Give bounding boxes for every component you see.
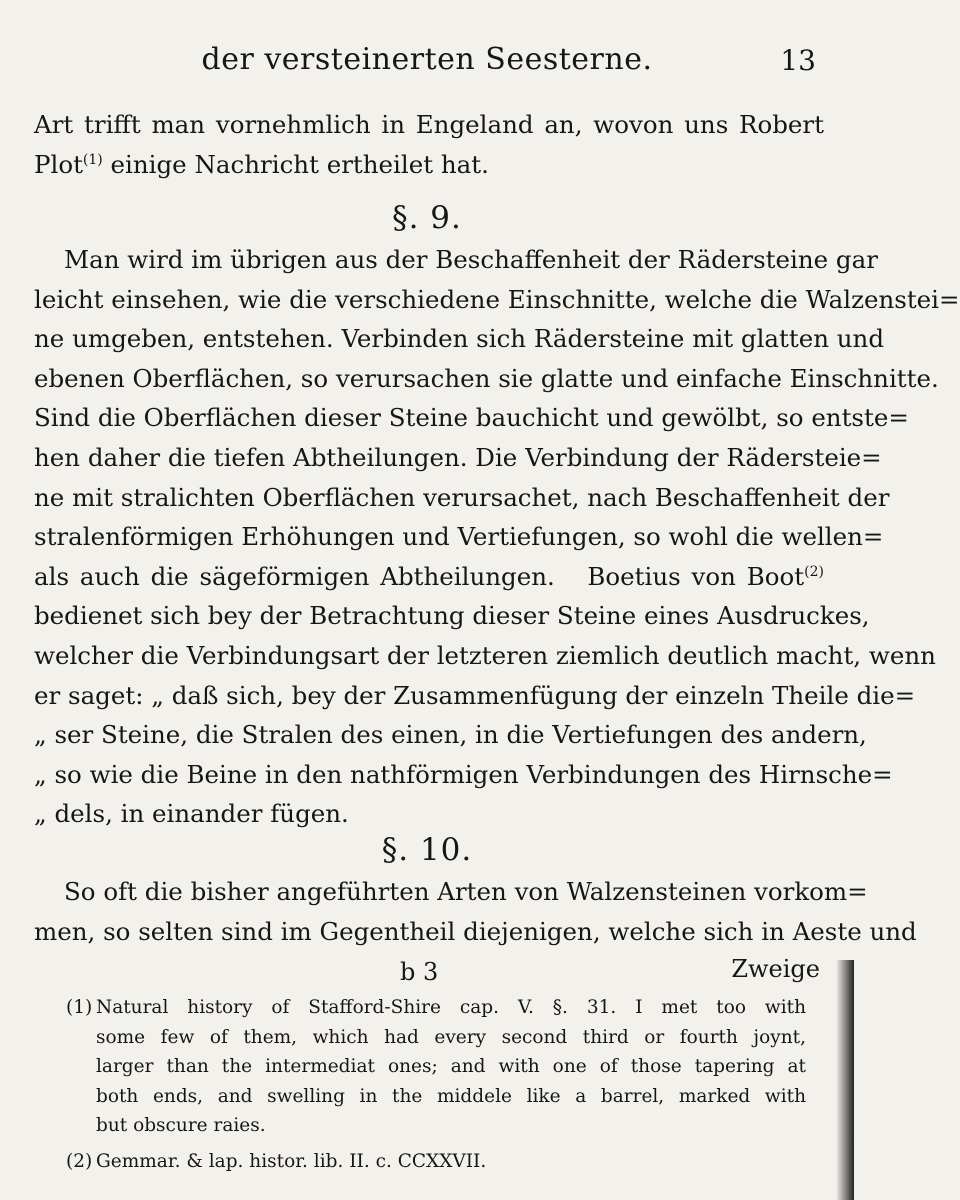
- text-line: [34, 145, 824, 185]
- author-name: Plot: [34, 149, 83, 179]
- footnote-reference: (1): [82, 151, 103, 168]
- text-line: men, so selten sind im Gegentheil diejenigen, welche sich in Aeste und: [34, 916, 917, 946]
- footnote-line: both ends, and swelling in the middele like a barrel, marked with: [96, 1085, 806, 1107]
- text-line: hen daher die tiefen Abtheilungen. Die Verbindung der Rädersteie=: [34, 442, 882, 472]
- intro-paragraph: [34, 105, 824, 184]
- text-line: [34, 557, 824, 597]
- footnote-line: some few of them, which had every second third or fourth joynt,: [96, 1026, 806, 1048]
- section-heading-9: §. 9.: [392, 200, 462, 236]
- running-title: der versteinerten Seesterne.: [201, 42, 653, 77]
- footnote-reference: (2): [804, 563, 824, 580]
- signature-mark: b 3: [400, 958, 439, 986]
- section-9-paragraph: [34, 240, 960, 834]
- footnote-mark: (1): [66, 997, 93, 1018]
- text-line: ebenen Oberflächen, so verursachen sie glatte und einfache Einschnitte.: [34, 363, 939, 393]
- footnote-line: Natural history of Stafford-Shire cap. V. §. 31. I met too with: [96, 997, 806, 1018]
- footnote-mark: (2): [66, 1150, 93, 1172]
- text-line: stralenförmigen Erhöhungen und Vertiefungen, so wohl die wellen=: [34, 522, 884, 552]
- text-line: Sind die Oberflächen dieser Steine bauchicht und gewölbt, so entste=: [34, 403, 909, 433]
- catchword: Zweige: [731, 955, 820, 983]
- text-line: welcher die Verbindungsart der letzteren ziemlich deutlich macht, wenn: [34, 640, 936, 670]
- footnote-line: but obscure raies.: [96, 1115, 266, 1136]
- text-line: er saget: „ daß sich, bey der Zusammenfügung der einzeln Theile die=: [34, 680, 916, 710]
- page-number: 13: [780, 44, 816, 77]
- text-line: „ dels, in einander fügen.: [34, 799, 349, 829]
- text-line: „ so wie die Beine in den nathförmigen Verbindungen des Hirnsche=: [34, 759, 893, 789]
- footnote-line: Gemmar. & lap. histor. lib. II. c. CCXXVII.: [96, 1150, 487, 1172]
- page-edge-shadow: [836, 960, 854, 1200]
- author-name: Boetius von Boot: [587, 561, 805, 591]
- text-line: „ ser Steine, die Stralen des einen, in die Vertiefungen des andern,: [34, 720, 867, 750]
- text-line: bedienet sich bey der Betrachtung dieser Steine eines Ausdruckes,: [34, 601, 870, 631]
- text-line: Art trifft man vornehmlich in Engeland an, wovon uns Robert: [34, 110, 824, 139]
- text-line: Man wird im übrigen aus der Beschaffenheit der Rädersteine gar: [64, 245, 878, 274]
- text-line: So oft die bisher angeführten Arten von Walzensteinen vorkom=: [64, 877, 868, 906]
- section-heading-10: §. 10.: [381, 832, 473, 868]
- text-line: ne umgeben, entstehen. Verbinden sich Rädersteine mit glatten und: [34, 324, 885, 354]
- text-fragment: als auch die sägeförmigen Abtheilungen.: [34, 561, 555, 591]
- footnote-line: larger than the intermediat ones; and with one of those tapering at: [96, 1056, 806, 1077]
- text-fragment: einige Nachricht ertheilet hat.: [102, 149, 489, 179]
- footnotes: [66, 993, 806, 1176]
- footnote-2: [66, 1147, 806, 1177]
- section-10-paragraph: [34, 872, 917, 951]
- footnote-1: [66, 993, 806, 1141]
- text-line: ne mit stralichten Oberflächen verursachet, nach Beschaffenheit der: [34, 482, 890, 512]
- page-header: [0, 42, 854, 86]
- text-line: leicht einsehen, wie die verschiedene Einschnitte, welche die Walzenstei=: [34, 284, 960, 314]
